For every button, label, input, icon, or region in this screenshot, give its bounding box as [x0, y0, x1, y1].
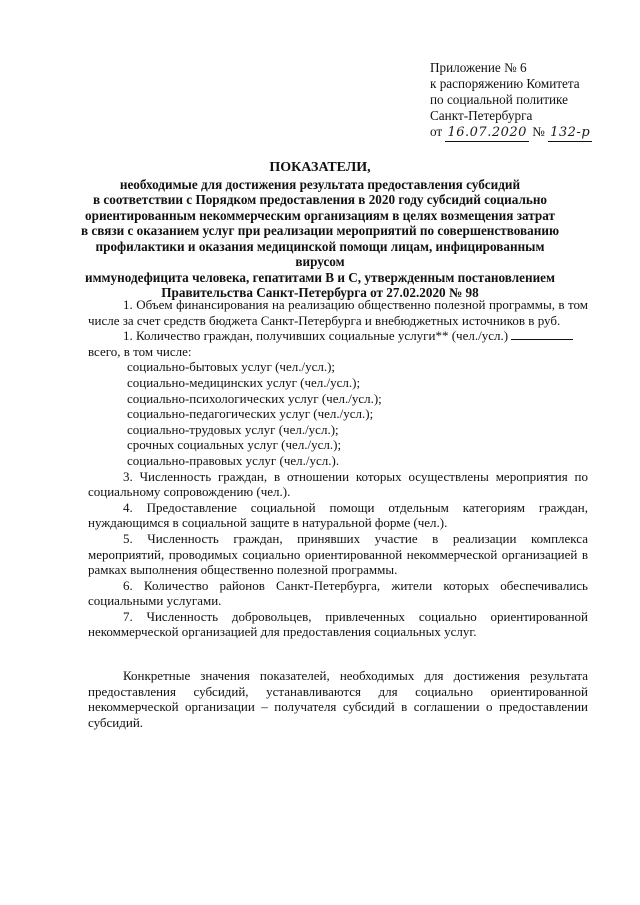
appendix-date-line	[430, 124, 620, 142]
spacer	[88, 640, 588, 668]
appendix-block	[430, 60, 620, 142]
indicator-2-text: 1. Количество граждан, получивших социальные услуги** (чел./усл.)	[123, 328, 509, 344]
indicator-2-citizens	[88, 328, 588, 344]
fill-in-blank	[511, 329, 573, 340]
indicator-3: 3. Численность граждан, в отношении которых осуществлены мероприятия по социальному сопровождению (чел.).	[88, 468, 588, 500]
list-item: социально-медицинских услуг (чел./усл.);	[127, 374, 361, 390]
indicator-7: 7. Численность добровольцев, привлеченных социально ориентированной некоммерческой организацией для предоставления социальных услуг.	[88, 608, 588, 640]
list-item: социально-бытовых услуг (чел./усл.);	[127, 359, 336, 375]
closing-paragraph: Конкретные значения показателей, необходимых для достижения результата предоставления субсидий, устанавливаются для социально ориентированной некоммерческой организации – получателя субсидий в соглашении о предоставлении субсидий.	[88, 668, 588, 730]
list-item: социально-трудовых услуг (чел./усл.);	[127, 421, 339, 437]
title-line-1: необходимые для достижения результата предоставления субсидий	[119, 176, 521, 192]
indicator-1-funding: 1. Объем финансирования на реализацию общественно полезной программы, в том числе за счет средств бюджета Санкт-Петербурга и внебюджетных источников в руб.	[88, 297, 588, 328]
list-item: срочных социальных услуг (чел./усл.);	[127, 437, 342, 453]
list-item: социально-психологических услуг (чел./усл.);	[127, 390, 382, 406]
date-prefix: от	[430, 124, 443, 139]
appendix-line-1: Приложение № 6	[430, 60, 527, 75]
indicator-4: 4. Предоставление социальной помощи отдельным категориям граждан, нуждающимся в социальной защите в натуральной форме (чел.).	[88, 499, 588, 531]
title-line-6: иммунодефицита человека, гепатитами B и C, утвержденным постановлением	[84, 269, 556, 285]
document-body	[88, 297, 588, 730]
title-line-5: профилактики и оказания медицинской помощи лицам, инфицированным вирусом	[95, 238, 545, 269]
title-line-3: ориентированным некоммерческим организациям в целях возмещения затрат	[85, 207, 555, 223]
appendix-line-4: Санкт-Петербурга	[430, 108, 533, 123]
handwritten-number: 132-р	[550, 125, 591, 140]
appendix-line-3: по социальной политике	[430, 92, 568, 107]
list-item: социально-правовых услуг (чел./усл.).	[127, 452, 340, 468]
number-sign: №	[532, 124, 545, 139]
appendix-line-2: к распоряжению Комитета	[430, 76, 580, 91]
handwritten-date: 16.07.2020	[447, 125, 527, 140]
title-line-4: в связи с оказанием услуг при реализации мероприятий по совершенствованию	[80, 223, 560, 238]
title-line-7: Правительства Санкт-Петербурга от 27.02.2020 № 98	[161, 285, 479, 300]
indicator-6: 6. Количество районов Санкт-Петербурга, жители которых обеспечивались социальными услугами.	[88, 577, 588, 609]
title-line-2: в соответствии с Порядком предоставления в 2020 году субсидий социально	[92, 192, 548, 207]
indicator-2-total: всего, в том числе:	[88, 343, 192, 359]
title-heading: ПОКАЗАТЕЛИ,	[269, 160, 371, 175]
indicator-5: 5. Численность граждан, принявших участие в реализации комплекса мероприятий, проводимых социально ориентированной некоммерческой организацией в рамках выполнения общественно полезной программы.	[88, 530, 588, 578]
list-item: социально-педагогических услуг (чел./усл.);	[127, 406, 374, 422]
document-title	[80, 160, 560, 301]
